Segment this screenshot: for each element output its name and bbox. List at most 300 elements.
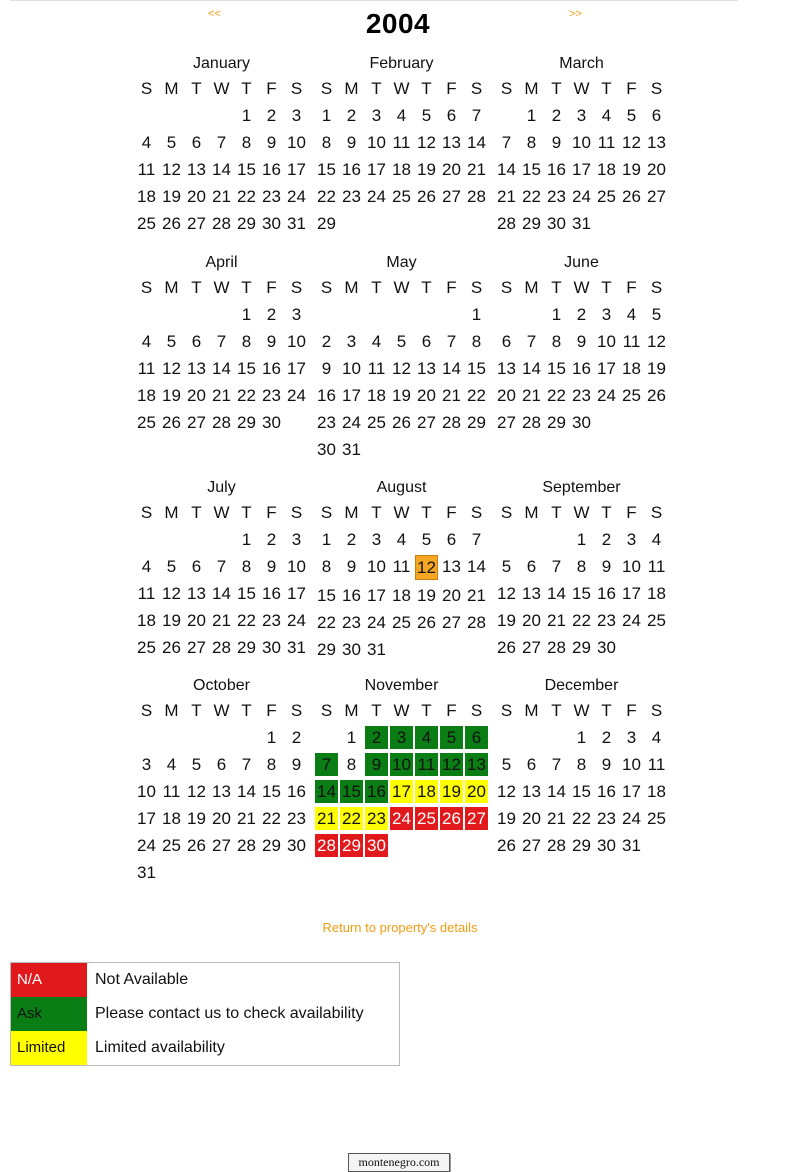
day-cell: 11 (392, 133, 411, 152)
month-title: March (559, 55, 604, 72)
empty-cell (234, 724, 259, 751)
day-cell: 3 (626, 728, 637, 747)
day-cell: 4 (141, 557, 152, 576)
day-cell: 3 (291, 530, 302, 549)
day-cell: 20 (187, 386, 206, 405)
weekday-header: T (191, 278, 202, 297)
day-cell: 2 (601, 530, 612, 549)
day-cell: 24 (287, 386, 306, 405)
day-cell: 17 (367, 160, 386, 179)
day-cell-ask: 2 (365, 726, 388, 749)
day-cell: 31 (137, 863, 156, 882)
day-cell: 1 (241, 530, 252, 549)
day-cell: 9 (291, 755, 302, 774)
month-grid (314, 499, 489, 663)
weekday-header: F (626, 278, 637, 297)
day-cell: 2 (346, 106, 357, 125)
legend-text-na: Not Available (95, 971, 189, 988)
day-cell: 10 (622, 557, 641, 576)
month-april (134, 252, 309, 436)
day-cell-ask: 13 (465, 753, 488, 776)
day-cell: 21 (467, 586, 486, 605)
day-cell: 11 (647, 755, 666, 774)
day-cell: 27 (442, 613, 461, 632)
month-june (494, 252, 669, 436)
day-cell: 9 (266, 332, 277, 351)
empty-cell (159, 724, 184, 751)
weekday-header: W (213, 278, 230, 297)
day-cell: 10 (342, 359, 361, 378)
day-cell: 8 (551, 332, 562, 351)
day-cell-limited: 17 (390, 780, 413, 803)
weekday-header: T (241, 503, 252, 522)
month-grid (134, 75, 309, 237)
weekday-header: T (551, 701, 562, 720)
day-cell: 23 (342, 187, 361, 206)
day-cell: 19 (497, 611, 516, 630)
day-cell: 4 (651, 728, 662, 747)
weekday-header: F (446, 503, 457, 522)
day-cell: 21 (212, 386, 231, 405)
weekday-header: T (601, 278, 612, 297)
day-cell: 27 (442, 187, 461, 206)
day-cell: 13 (647, 133, 666, 152)
day-cell: 12 (162, 359, 181, 378)
day-cell: 19 (497, 809, 516, 828)
day-cell: 30 (342, 640, 361, 659)
day-cell: 14 (212, 359, 231, 378)
day-cell: 25 (647, 611, 666, 630)
day-cell: 27 (522, 638, 541, 657)
empty-cell (519, 526, 544, 553)
day-cell: 16 (342, 586, 361, 605)
day-cell: 21 (547, 809, 566, 828)
day-cell: 7 (551, 755, 562, 774)
day-cell: 24 (287, 187, 306, 206)
day-cell: 21 (497, 187, 516, 206)
day-cell: 8 (241, 332, 252, 351)
weekday-header: S (320, 701, 333, 720)
weekday-header: T (421, 278, 432, 297)
weekday-header: S (290, 79, 303, 98)
day-cell: 1 (576, 530, 587, 549)
day-cell: 6 (446, 106, 457, 125)
empty-cell (314, 724, 339, 751)
day-cell: 21 (212, 611, 231, 630)
weekday-header: W (393, 278, 410, 297)
day-cell: 15 (572, 584, 591, 603)
day-cell: 25 (137, 638, 156, 657)
day-cell: 29 (572, 638, 591, 657)
day-cell: 4 (626, 305, 637, 324)
prev-year-link[interactable]: << (208, 8, 221, 20)
day-cell: 3 (291, 106, 302, 125)
day-cell-ask: 6 (465, 726, 488, 749)
day-cell: 5 (501, 557, 512, 576)
weekday-header: T (241, 79, 252, 98)
day-cell: 9 (601, 755, 612, 774)
day-cell: 14 (212, 160, 231, 179)
weekday-header: S (140, 79, 153, 98)
month-grid (314, 274, 489, 463)
weekday-header: T (421, 503, 432, 522)
day-cell: 23 (287, 809, 306, 828)
weekday-header: F (266, 278, 277, 297)
day-cell: 21 (467, 160, 486, 179)
day-cell: 7 (241, 755, 252, 774)
day-cell: 17 (367, 586, 386, 605)
weekday-header: W (573, 701, 590, 720)
day-cell: 9 (346, 557, 357, 576)
day-cell: 29 (522, 214, 541, 233)
day-cell: 21 (237, 809, 256, 828)
day-cell: 17 (287, 584, 306, 603)
day-cell: 22 (467, 386, 486, 405)
day-cell: 16 (342, 160, 361, 179)
day-cell: 4 (396, 106, 407, 125)
empty-cell (439, 301, 464, 328)
month-december (494, 675, 669, 859)
day-cell: 20 (522, 611, 541, 630)
day-cell: 1 (346, 728, 357, 747)
day-cell: 24 (597, 386, 616, 405)
empty-cell (544, 724, 569, 751)
legend-swatch-na: N/A (11, 963, 87, 997)
day-cell: 2 (266, 106, 277, 125)
weekday-header: S (500, 278, 513, 297)
day-cell: 31 (622, 836, 641, 855)
weekday-header: T (371, 278, 382, 297)
day-cell: 5 (626, 106, 637, 125)
day-cell: 25 (137, 413, 156, 432)
day-cell: 19 (392, 386, 411, 405)
day-cell: 26 (162, 413, 181, 432)
day-cell: 28 (237, 836, 256, 855)
next-year-link[interactable]: >> (569, 8, 582, 20)
day-cell: 30 (572, 413, 591, 432)
day-cell: 19 (162, 187, 181, 206)
weekday-header: S (650, 278, 663, 297)
day-cell: 10 (287, 557, 306, 576)
day-cell-ask: 11 (415, 753, 438, 776)
weekday-header: S (290, 278, 303, 297)
weekday-header: W (393, 503, 410, 522)
day-cell: 27 (522, 836, 541, 855)
empty-cell (159, 301, 184, 328)
month-grid (494, 697, 669, 859)
day-cell: 19 (622, 160, 641, 179)
weekday-header: M (164, 278, 179, 297)
day-cell-na: 29 (340, 834, 363, 857)
day-cell: 29 (317, 640, 336, 659)
weekday-header: S (290, 503, 303, 522)
weekday-header: F (266, 79, 277, 98)
day-cell: 21 (212, 187, 231, 206)
month-title: July (207, 479, 236, 496)
empty-cell (364, 301, 389, 328)
weekday-header: S (470, 278, 483, 297)
weekday-header: M (344, 701, 359, 720)
day-cell: 6 (216, 755, 227, 774)
day-cell: 23 (342, 613, 361, 632)
day-cell: 22 (237, 611, 256, 630)
day-cell: 3 (141, 755, 152, 774)
day-cell: 22 (572, 611, 591, 630)
day-cell-limited: 21 (315, 807, 338, 830)
empty-cell (134, 526, 159, 553)
day-cell: 8 (321, 557, 332, 576)
day-cell: 5 (166, 557, 177, 576)
weekday-header: W (213, 503, 230, 522)
day-cell: 28 (497, 214, 516, 233)
day-cell-ask: 10 (390, 753, 413, 776)
day-cell: 25 (647, 809, 666, 828)
month-title: November (364, 677, 439, 694)
day-cell-today: 12 (415, 555, 438, 580)
day-cell: 21 (547, 611, 566, 630)
day-cell: 11 (647, 557, 666, 576)
day-cell: 19 (187, 809, 206, 828)
month-october (134, 675, 309, 886)
day-cell: 26 (647, 386, 666, 405)
month-title: June (564, 254, 599, 271)
day-cell: 12 (162, 584, 181, 603)
weekday-header: T (241, 701, 252, 720)
day-cell-na: 25 (415, 807, 438, 830)
empty-cell (184, 724, 209, 751)
day-cell: 29 (467, 413, 486, 432)
day-cell: 18 (367, 386, 386, 405)
day-cell: 1 (551, 305, 562, 324)
day-cell: 7 (501, 133, 512, 152)
weekday-header: M (524, 278, 539, 297)
day-cell: 23 (262, 187, 281, 206)
day-cell: 29 (547, 413, 566, 432)
day-cell: 3 (626, 530, 637, 549)
day-cell: 3 (371, 530, 382, 549)
day-cell: 22 (547, 386, 566, 405)
month-september (494, 477, 669, 661)
day-cell-limited: 23 (365, 807, 388, 830)
day-cell: 14 (212, 584, 231, 603)
day-cell: 6 (191, 133, 202, 152)
day-cell: 4 (396, 530, 407, 549)
day-cell: 18 (392, 160, 411, 179)
day-cell: 8 (266, 755, 277, 774)
day-cell: 31 (367, 640, 386, 659)
weekday-header: M (344, 503, 359, 522)
day-cell: 15 (262, 782, 281, 801)
day-cell: 16 (262, 359, 281, 378)
day-cell: 23 (262, 386, 281, 405)
day-cell-ask: 16 (365, 780, 388, 803)
day-cell: 30 (317, 440, 336, 459)
day-cell: 23 (597, 809, 616, 828)
day-cell: 26 (417, 613, 436, 632)
day-cell: 5 (651, 305, 662, 324)
day-cell-ask: 9 (365, 753, 388, 776)
month-january (134, 53, 309, 237)
day-cell: 21 (522, 386, 541, 405)
empty-cell (159, 102, 184, 129)
day-cell: 14 (237, 782, 256, 801)
day-cell: 28 (212, 214, 231, 233)
day-cell: 25 (367, 413, 386, 432)
day-cell: 19 (162, 386, 181, 405)
month-title: May (386, 254, 417, 271)
year-title: 2004 (365, 8, 431, 39)
day-cell: 30 (547, 214, 566, 233)
day-cell: 11 (392, 557, 411, 576)
weekday-header: S (140, 701, 153, 720)
weekday-header: T (191, 503, 202, 522)
day-cell: 16 (597, 782, 616, 801)
return-to-property-link[interactable]: Return to property's details (322, 920, 478, 935)
day-cell: 15 (522, 160, 541, 179)
weekday-header: T (371, 503, 382, 522)
day-cell: 8 (346, 755, 357, 774)
day-cell: 15 (317, 586, 336, 605)
weekday-header: S (470, 79, 483, 98)
day-cell: 3 (291, 305, 302, 324)
day-cell: 17 (572, 160, 591, 179)
day-cell: 28 (467, 187, 486, 206)
day-cell: 19 (417, 160, 436, 179)
day-cell: 7 (471, 106, 482, 125)
weekday-header: F (626, 503, 637, 522)
empty-cell (134, 301, 159, 328)
day-cell: 15 (237, 359, 256, 378)
day-cell: 3 (576, 106, 587, 125)
day-cell: 6 (526, 557, 537, 576)
day-cell: 13 (417, 359, 436, 378)
day-cell: 8 (576, 557, 587, 576)
legend-row-na (11, 963, 399, 997)
day-cell: 17 (342, 386, 361, 405)
day-cell: 25 (392, 187, 411, 206)
weekday-header: S (500, 503, 513, 522)
weekday-header: T (371, 701, 382, 720)
weekday-header: F (266, 701, 277, 720)
watermark: montenegro.com (348, 1153, 450, 1172)
day-cell: 25 (137, 214, 156, 233)
empty-cell (519, 301, 544, 328)
day-cell: 9 (576, 332, 587, 351)
day-cell: 13 (187, 584, 206, 603)
day-cell: 18 (392, 586, 411, 605)
day-cell: 26 (497, 638, 516, 657)
day-cell: 25 (392, 613, 411, 632)
day-cell-limited: 20 (465, 780, 488, 803)
day-cell: 16 (262, 584, 281, 603)
day-cell: 4 (166, 755, 177, 774)
day-cell: 16 (572, 359, 591, 378)
day-cell: 29 (237, 413, 256, 432)
month-july (134, 477, 309, 661)
day-cell: 9 (346, 133, 357, 152)
empty-cell (494, 724, 519, 751)
day-cell: 13 (442, 133, 461, 152)
day-cell: 27 (497, 413, 516, 432)
day-cell: 27 (187, 413, 206, 432)
weekday-header: W (393, 701, 410, 720)
day-cell: 4 (371, 332, 382, 351)
day-cell: 31 (342, 440, 361, 459)
day-cell: 2 (551, 106, 562, 125)
weekday-header: T (421, 79, 432, 98)
day-cell: 13 (187, 359, 206, 378)
day-cell-limited: 18 (415, 780, 438, 803)
day-cell: 12 (162, 160, 181, 179)
weekday-header: F (446, 79, 457, 98)
day-cell: 19 (417, 586, 436, 605)
month-march (494, 53, 669, 237)
weekday-header: S (650, 701, 663, 720)
day-cell: 12 (497, 782, 516, 801)
day-cell: 12 (622, 133, 641, 152)
day-cell: 6 (446, 530, 457, 549)
day-cell: 30 (597, 638, 616, 657)
day-cell: 10 (287, 332, 306, 351)
weekday-header: S (320, 278, 333, 297)
weekday-header: M (524, 79, 539, 98)
empty-cell (544, 526, 569, 553)
month-november (314, 675, 489, 859)
weekday-header: M (344, 278, 359, 297)
day-cell: 5 (166, 133, 177, 152)
day-cell: 17 (137, 809, 156, 828)
day-cell: 18 (137, 386, 156, 405)
day-cell: 11 (137, 584, 156, 603)
empty-cell (339, 301, 364, 328)
day-cell: 1 (321, 530, 332, 549)
day-cell: 22 (317, 613, 336, 632)
day-cell: 8 (241, 557, 252, 576)
day-cell: 12 (187, 782, 206, 801)
weekday-header: W (213, 701, 230, 720)
month-grid (494, 499, 669, 661)
day-cell: 2 (291, 728, 302, 747)
day-cell: 26 (187, 836, 206, 855)
day-cell: 8 (576, 755, 587, 774)
day-cell: 9 (266, 557, 277, 576)
day-cell: 12 (392, 359, 411, 378)
day-cell: 28 (547, 638, 566, 657)
month-may (314, 252, 489, 463)
day-cell: 10 (572, 133, 591, 152)
day-cell: 23 (597, 611, 616, 630)
day-cell: 6 (421, 332, 432, 351)
weekday-header: T (191, 701, 202, 720)
availability-legend (10, 962, 400, 1066)
day-cell: 22 (572, 809, 591, 828)
day-cell: 28 (212, 413, 231, 432)
empty-cell (494, 301, 519, 328)
day-cell: 27 (212, 836, 231, 855)
day-cell: 2 (346, 530, 357, 549)
day-cell: 9 (551, 133, 562, 152)
day-cell: 3 (371, 106, 382, 125)
day-cell: 3 (601, 305, 612, 324)
day-cell: 29 (262, 836, 281, 855)
day-cell: 17 (597, 359, 616, 378)
day-cell: 24 (622, 611, 641, 630)
day-cell: 16 (547, 160, 566, 179)
day-cell: 2 (266, 530, 277, 549)
month-title: September (542, 479, 621, 496)
day-cell: 10 (597, 332, 616, 351)
day-cell: 10 (367, 557, 386, 576)
